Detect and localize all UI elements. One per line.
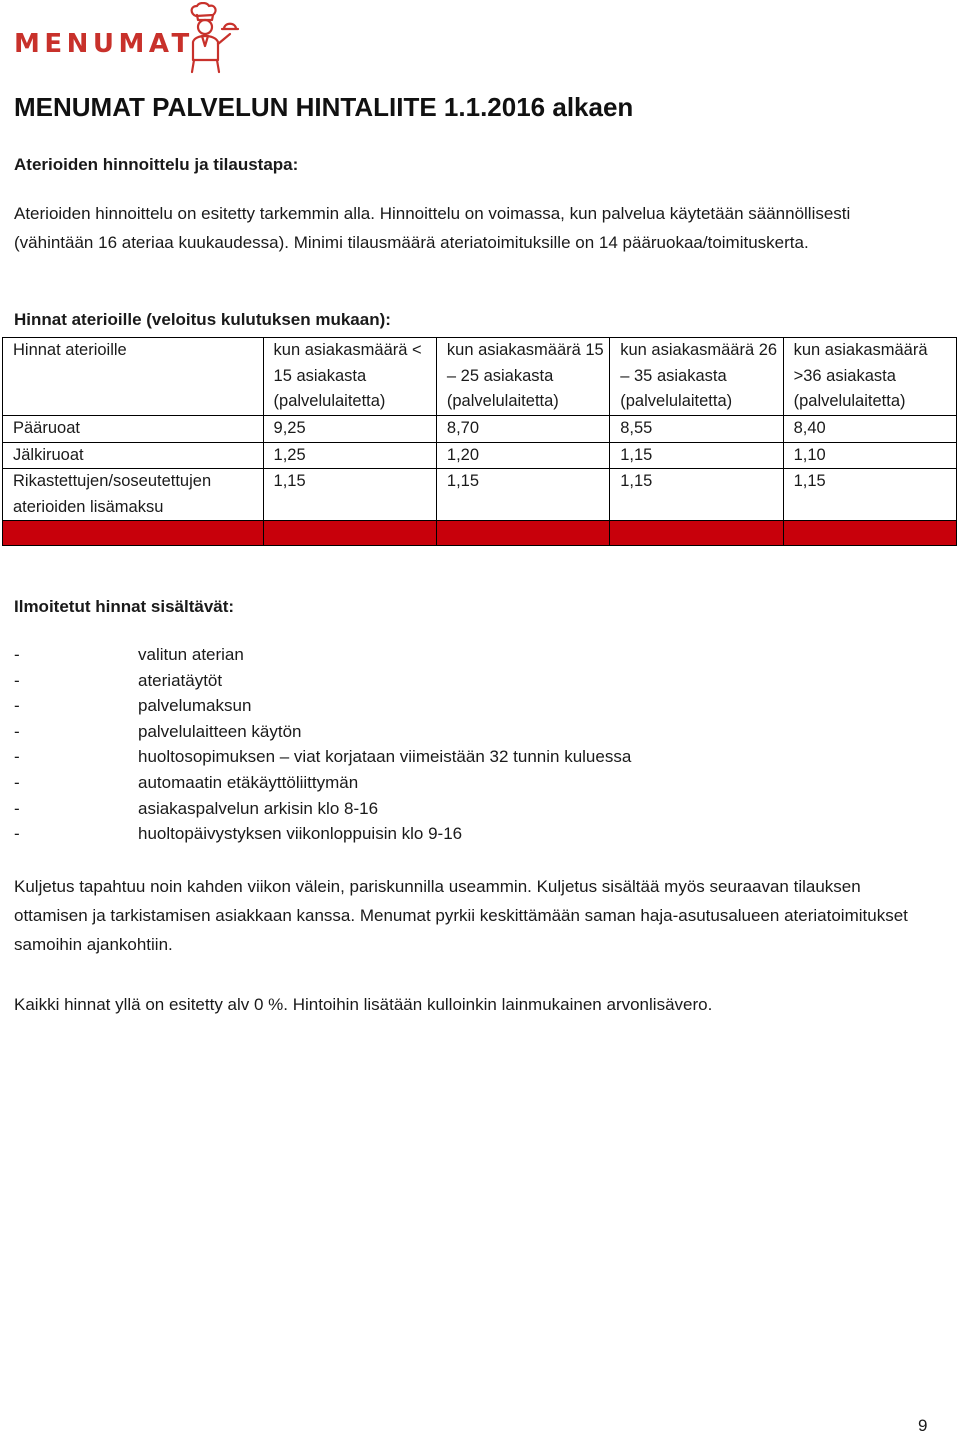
list-dash: -: [14, 772, 20, 792]
header-cell: kun asiakasmäärä 26 – 35 asiakasta (palvelulaitetta): [610, 338, 783, 416]
price-cell: 8,70: [436, 416, 609, 443]
red-cell: [610, 521, 783, 546]
price-cell: 1,15: [610, 469, 783, 521]
delivery-paragraph: Kuljetus tapahtuu noin kahden viikon välein, pariskunnilla useammin. Kuljetus sisältää myös seuraavan tilauksen ottamisen ja tarkistamisen asiakkaan kanssa. Menumat pyrkii keskittämään saman haja-asutusalueen ateriatoimitukset samoihin ajankohtiin.: [14, 877, 908, 954]
price-cell: 9,25: [263, 416, 436, 443]
red-cell: [783, 521, 956, 546]
list-dash: -: [14, 824, 20, 844]
intro-paragraph: Aterioiden hinnoittelu on esitetty tarkemmin alla. Hinnoittelu on voimassa, kun palvelua käytetään säännöllisesti (vähintään 16 ateriaa kuukaudessa). Minimi tilausmäärä ateriatoimituksille on 14 pääruokaa/toimituskerta.: [14, 204, 851, 252]
table-row: [3, 416, 957, 443]
header-cell: kun asiakasmäärä >36 asiakasta (palvelulaitetta): [783, 338, 956, 416]
list-dash: -: [14, 747, 20, 767]
list-dash: -: [14, 670, 20, 690]
includes-heading: Ilmoitetut hinnat sisältävät:: [14, 597, 235, 616]
header-cell: kun asiakasmäärä 15 – 25 asiakasta (palvelulaitetta): [436, 338, 609, 416]
list-item: [14, 719, 631, 745]
price-cell: 1,15: [436, 469, 609, 521]
list-item-text: huoltopäivystyksen viikonloppuisin klo 9-16: [138, 824, 463, 844]
row-label: Jälkiruoat: [3, 442, 264, 469]
pricing-subheading: Aterioiden hinnoittelu ja tilaustapa:: [14, 155, 299, 174]
list-item-text: ateriatäytöt: [138, 670, 223, 690]
list-dash: -: [14, 721, 20, 741]
vat-note: Kaikki hinnat yllä on esitetty alv 0 %. Hintoihin lisätään kulloinkin lainmukainen arvonlisävero.: [14, 995, 713, 1014]
list-item-text: asiakaspalvelun arkisin klo 8-16: [138, 798, 379, 818]
list-item: [14, 642, 631, 668]
list-item: [14, 770, 631, 796]
table-row: [3, 442, 957, 469]
price-cell: 1,25: [263, 442, 436, 469]
price-table: [2, 337, 957, 546]
list-dash: -: [14, 645, 20, 664]
row-label: Pääruoat: [3, 416, 264, 443]
row-label: Rikastettujen/soseutettujen aterioiden lisämaksu: [3, 469, 264, 521]
price-cell: 1,15: [263, 469, 436, 521]
price-cell: 1,20: [436, 442, 609, 469]
list-item: [14, 693, 631, 719]
list-item-text: valitun aterian: [138, 645, 244, 664]
list-item: [14, 821, 631, 847]
table-header-row: [3, 338, 957, 416]
list-dash: -: [14, 798, 20, 818]
prices-heading: Hinnat aterioille (veloitus kulutuksen mukaan):: [14, 310, 391, 329]
price-cell: 8,40: [783, 416, 956, 443]
page-title: MENUMAT PALVELUN HINTALIITE 1.1.2016 alkaen: [14, 92, 634, 122]
chef-icon: [180, 2, 244, 74]
table-red-band: [3, 521, 957, 546]
red-cell: [436, 521, 609, 546]
list-item: [14, 796, 631, 822]
table-row: [3, 469, 957, 521]
header-cell: Hinnat aterioille: [3, 338, 264, 416]
list-item-text: palvelulaitteen käytön: [138, 721, 302, 741]
list-item-text: palvelumaksun: [138, 696, 252, 716]
page-number: 9: [918, 1416, 928, 1435]
red-cell: [3, 521, 264, 546]
price-cell: 8,55: [610, 416, 783, 443]
header-cell: kun asiakasmäärä < 15 asiakasta (palvelulaitetta): [263, 338, 436, 416]
list-item-text: automaatin etäkäyttöliittymän: [138, 772, 359, 792]
price-cell: 1,15: [783, 469, 956, 521]
price-cell: 1,15: [610, 442, 783, 469]
list-item-text: huoltosopimuksen – viat korjataan viimeistään 32 tunnin kuluessa: [138, 747, 632, 767]
list-item: [14, 744, 631, 770]
red-cell: [263, 521, 436, 546]
logo-wordmark: MENUMAT: [14, 29, 194, 59]
menumat-logo: [14, 2, 244, 82]
list-dash: -: [14, 696, 20, 716]
list-item: [14, 668, 631, 694]
price-cell: 1,10: [783, 442, 956, 469]
includes-list: [14, 642, 631, 847]
